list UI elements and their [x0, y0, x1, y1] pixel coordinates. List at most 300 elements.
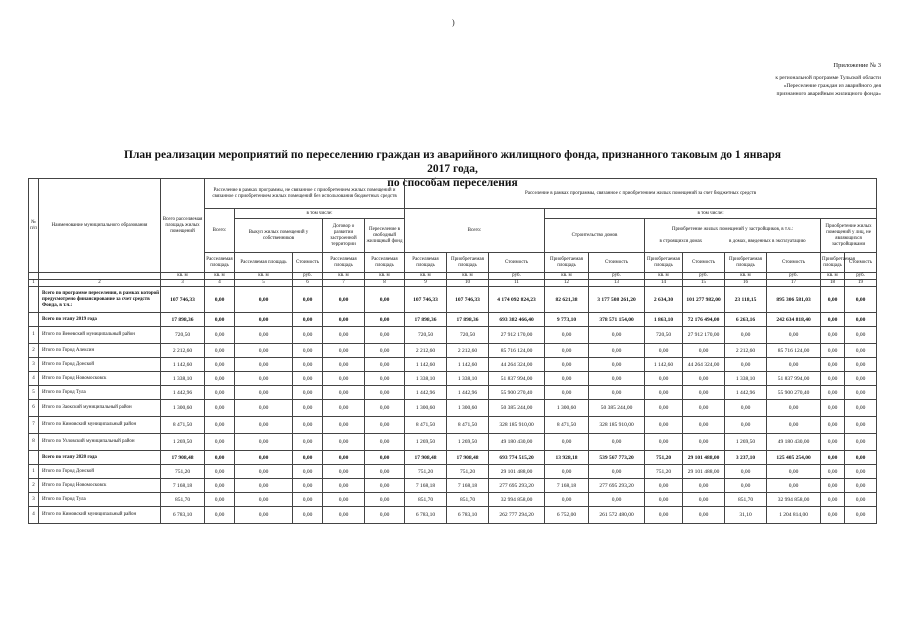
header-acquired-area: Приобретаемая площадь: [821, 253, 845, 273]
row-value: 1 142,60: [645, 358, 683, 372]
row-value: 0,00: [545, 493, 589, 507]
row-value: 0,00: [545, 386, 589, 400]
row-value: 0,00: [235, 372, 293, 386]
column-number-cell: 6: [293, 280, 323, 287]
row-value: 0,00: [365, 434, 405, 451]
row-value: 29 101 488,00: [489, 465, 545, 479]
row-value: 7 168,18: [545, 479, 589, 493]
row-name: Итого по Город Тула: [39, 386, 161, 400]
row-value: 32 994 858,00: [767, 493, 821, 507]
row-value: 0,00: [235, 327, 293, 344]
row-value: 0,00: [205, 451, 235, 465]
row-value: 0,00: [683, 493, 725, 507]
row-value: 3 237,10: [725, 451, 767, 465]
header-acquired-area: Приобретаемая площадь: [725, 253, 767, 273]
row-value: 51 837 994,00: [767, 372, 821, 386]
row-value: 0,00: [205, 493, 235, 507]
header-in-that-number: в том числе:: [235, 209, 405, 219]
column-number-cell: 19: [845, 280, 877, 287]
unit-cell: кв. м: [725, 273, 767, 280]
row-value: 0,00: [365, 287, 405, 313]
column-number-cell: 5: [235, 280, 293, 287]
header-construction: Строительство домов: [545, 219, 645, 253]
row-value: 0,00: [645, 386, 683, 400]
header-resettled-area: Расселяемая площадь: [235, 253, 293, 273]
row-value: 0,00: [645, 493, 683, 507]
row-value: 0,00: [235, 479, 293, 493]
row-value: 0,00: [365, 507, 405, 524]
table-row: [29, 465, 877, 479]
row-value: 0,00: [683, 372, 725, 386]
appendix-line: к региональной программе Тульской области: [775, 75, 881, 81]
row-value: 0,00: [589, 358, 645, 372]
row-value: 7 168,18: [447, 479, 489, 493]
row-value: 7 168,18: [405, 479, 447, 493]
row-value: 0,00: [235, 313, 293, 327]
row-number: [29, 287, 39, 313]
row-value: 1 142,60: [405, 358, 447, 372]
row-value: 31,10: [725, 507, 767, 524]
row-value: 0,00: [645, 417, 683, 434]
row-value: 0,00: [205, 327, 235, 344]
row-value: 1 269,50: [725, 434, 767, 451]
row-value: 2 212,60: [405, 344, 447, 358]
row-number: 7: [29, 417, 39, 434]
unit-cell: кв. м: [205, 273, 235, 280]
row-value: 0,00: [821, 327, 845, 344]
row-value: 0,00: [821, 465, 845, 479]
row-value: 0,00: [821, 372, 845, 386]
row-value: 8 471,50: [447, 417, 489, 434]
row-value: 0,00: [323, 372, 365, 386]
row-name: Всего по этапу 2020 года: [39, 451, 161, 465]
row-value: 8 471,50: [545, 417, 589, 434]
row-value: 0,00: [845, 493, 877, 507]
row-value: 0,00: [845, 313, 877, 327]
row-value: 0,00: [845, 287, 877, 313]
row-value: 0,00: [545, 434, 589, 451]
header-cost: Стоимость: [845, 253, 877, 273]
column-number-cell: 11: [489, 280, 545, 287]
row-value: 0,00: [725, 465, 767, 479]
header-total-b: Всего:: [405, 209, 545, 253]
row-value: 0,00: [323, 313, 365, 327]
row-value: 2 212,60: [725, 344, 767, 358]
row-value: 107 746,33: [405, 287, 447, 313]
row-value: 0,00: [767, 358, 821, 372]
row-value: 29 101 488,00: [683, 465, 725, 479]
row-value: 0,00: [293, 358, 323, 372]
row-number: 3: [29, 358, 39, 372]
row-value: 0,00: [365, 386, 405, 400]
header-commissioned: в домах, введенных в эксплуатацию: [729, 238, 806, 244]
row-value: 0,00: [845, 327, 877, 344]
row-value: 0,00: [365, 313, 405, 327]
header-acquired-area: Приобретаемая площадь: [447, 253, 489, 273]
row-value: 0,00: [845, 465, 877, 479]
row-value: 0,00: [323, 434, 365, 451]
row-value: 851,70: [161, 493, 205, 507]
row-value: 107 746,33: [447, 287, 489, 313]
row-value: 0,00: [205, 313, 235, 327]
row-name: Итого по Город Донской: [39, 358, 161, 372]
row-value: 49 180 430,00: [489, 434, 545, 451]
unit-cell: руб.: [293, 273, 323, 280]
row-value: 720,50: [447, 327, 489, 344]
row-value: 29 101 488,00: [683, 451, 725, 465]
table-row: [29, 327, 877, 344]
row-value: 0,00: [293, 479, 323, 493]
row-value: 6 263,16: [725, 313, 767, 327]
row-value: 0,00: [323, 287, 365, 313]
table-row: [29, 400, 877, 417]
row-value: 0,00: [845, 386, 877, 400]
unit-cell: кв. м: [645, 273, 683, 280]
row-value: 1 300,60: [405, 400, 447, 417]
row-name: Всего по программе переселения, в рамках которой предусмотрено финансирование за счет средств Фонда, в т.ч.:: [39, 287, 161, 313]
row-number: 4: [29, 372, 39, 386]
header-purchase-others: Приобретение жилых помещений у лиц, не являющихся застройщиками: [821, 219, 877, 253]
row-value: 0,00: [293, 344, 323, 358]
row-value: 0,00: [821, 400, 845, 417]
title-line-1: План реализации мероприятий по переселению граждан из аварийного жилищного фонда, признанного таковым до 1 января 2017 года,: [124, 149, 781, 175]
header-cost: Стоимость: [767, 253, 821, 273]
row-value: 0,00: [645, 479, 683, 493]
row-value: 0,00: [235, 434, 293, 451]
row-value: 0,00: [323, 465, 365, 479]
row-value: 0,00: [293, 400, 323, 417]
table-row: [29, 417, 877, 434]
row-value: 0,00: [645, 372, 683, 386]
header-cost: Стоимость: [293, 253, 323, 273]
row-value: 0,00: [545, 327, 589, 344]
row-number: 1: [29, 327, 39, 344]
unit-cell-empty: [39, 273, 161, 280]
row-value: 7 168,18: [161, 479, 205, 493]
row-value: 0,00: [821, 451, 845, 465]
unit-cell: кв. м: [405, 273, 447, 280]
unit-cell: руб.: [845, 273, 877, 280]
row-value: 0,00: [205, 507, 235, 524]
row-value: 0,00: [683, 386, 725, 400]
row-value: 6 783,10: [161, 507, 205, 524]
row-value: 101 277 982,00: [683, 287, 725, 313]
row-value: 0,00: [323, 327, 365, 344]
row-value: 0,00: [235, 451, 293, 465]
row-value: 0,00: [293, 434, 323, 451]
row-value: 0,00: [293, 313, 323, 327]
row-value: 0,00: [767, 327, 821, 344]
row-value: 0,00: [821, 287, 845, 313]
row-value: 0,00: [589, 493, 645, 507]
row-value: 27 912 170,00: [489, 327, 545, 344]
header-acquired-area: Приобретаемая площадь: [545, 253, 589, 273]
row-value: 0,00: [767, 479, 821, 493]
row-value: 378 571 154,00: [589, 313, 645, 327]
row-value: 0,00: [683, 507, 725, 524]
header-resettled-area: Расселяемая площадь: [205, 253, 235, 273]
row-value: 720,50: [405, 327, 447, 344]
row-value: 2 212,60: [161, 344, 205, 358]
row-value: 3 177 508 261,20: [589, 287, 645, 313]
row-number: [29, 313, 39, 327]
row-value: 1 269,50: [405, 434, 447, 451]
row-name: Итого по Город Новомосковск: [39, 479, 161, 493]
unit-cell: кв. м: [235, 273, 293, 280]
column-number-cell: 3: [161, 280, 205, 287]
header-cost: Стоимость: [489, 253, 545, 273]
row-value: 1 269,50: [161, 434, 205, 451]
column-number-cell: 10: [447, 280, 489, 287]
header-resettled-area: Расселяемая площадь: [365, 253, 405, 273]
row-value: 13 928,18: [545, 451, 589, 465]
row-name: Итого по Город Новомосковск: [39, 372, 161, 386]
row-value: 851,70: [405, 493, 447, 507]
row-value: 0,00: [845, 372, 877, 386]
row-value: 0,00: [205, 287, 235, 313]
row-name: Всего по этапу 2019 года: [39, 313, 161, 327]
header-total-area: Всего расселяемая площадь жилых помещений: [161, 179, 205, 273]
row-value: 0,00: [589, 465, 645, 479]
row-value: 0,00: [235, 344, 293, 358]
row-value: 0,00: [293, 327, 323, 344]
row-value: 32 994 858,00: [489, 493, 545, 507]
row-value: 0,00: [293, 386, 323, 400]
row-number: [29, 451, 39, 465]
row-value: 0,00: [821, 493, 845, 507]
row-value: 328 185 910,00: [589, 417, 645, 434]
row-value: 2 634,30: [645, 287, 683, 313]
row-number: 4: [29, 507, 39, 524]
table-row: [29, 434, 877, 451]
table-row: [29, 287, 877, 313]
header-in-that-number-b: в том числе:: [545, 209, 877, 219]
row-name: Итого по Узловский муниципальный район: [39, 434, 161, 451]
row-value: 0,00: [235, 493, 293, 507]
row-value: 50 385 244,00: [489, 400, 545, 417]
column-number-cell: 15: [683, 280, 725, 287]
row-name: Итого по Кимовский муниципальный район: [39, 417, 161, 434]
row-value: 0,00: [205, 400, 235, 417]
row-value: 0,00: [683, 400, 725, 417]
row-value: 0,00: [205, 372, 235, 386]
unit-cell: руб.: [589, 273, 645, 280]
column-number-cell: 17: [767, 280, 821, 287]
row-value: 0,00: [821, 358, 845, 372]
header-num: № п/п: [29, 179, 39, 273]
column-number-cell: 4: [205, 280, 235, 287]
row-value: 107 746,33: [161, 287, 205, 313]
row-value: 0,00: [725, 417, 767, 434]
row-value: 0,00: [845, 451, 877, 465]
row-value: 751,20: [645, 465, 683, 479]
column-number-cell: 9: [405, 280, 447, 287]
appendix-line: «Переселение граждан из аварийного дея: [783, 83, 881, 89]
row-value: 1 442,96: [405, 386, 447, 400]
row-value: 0,00: [235, 386, 293, 400]
row-value: 1 300,60: [545, 400, 589, 417]
row-value: 277 695 293,20: [589, 479, 645, 493]
row-value: 0,00: [821, 344, 845, 358]
table-row: [29, 372, 877, 386]
row-value: 0,00: [293, 493, 323, 507]
row-value: 0,00: [323, 386, 365, 400]
row-value: 1 300,60: [161, 400, 205, 417]
row-value: 0,00: [845, 479, 877, 493]
row-value: 1 442,96: [161, 386, 205, 400]
row-value: 0,00: [205, 417, 235, 434]
row-name: Итого по Город Алексин: [39, 344, 161, 358]
row-value: 0,00: [683, 479, 725, 493]
row-value: 23 118,15: [725, 287, 767, 313]
row-value: 0,00: [767, 465, 821, 479]
row-value: 0,00: [589, 386, 645, 400]
row-value: 0,00: [205, 465, 235, 479]
row-value: 0,00: [545, 372, 589, 386]
row-value: 751,20: [161, 465, 205, 479]
row-value: 0,00: [589, 434, 645, 451]
row-value: 125 405 254,00: [767, 451, 821, 465]
row-value: 51 837 994,00: [489, 372, 545, 386]
row-name: Итого по Заокский муниципальный район: [39, 400, 161, 417]
row-number: 6: [29, 400, 39, 417]
row-value: 751,20: [447, 465, 489, 479]
row-value: 0,00: [545, 344, 589, 358]
row-value: 72 176 494,00: [683, 313, 725, 327]
row-value: 0,00: [365, 372, 405, 386]
row-value: 0,00: [589, 344, 645, 358]
row-value: 0,00: [365, 344, 405, 358]
unit-cell: кв. м: [323, 273, 365, 280]
row-value: 0,00: [323, 400, 365, 417]
row-value: 751,20: [645, 451, 683, 465]
row-value: 693 382 466,40: [489, 313, 545, 327]
column-number-cell: 7: [323, 280, 365, 287]
row-value: 0,00: [365, 451, 405, 465]
row-value: 6 752,00: [545, 507, 589, 524]
row-value: 4 174 092 824,23: [489, 287, 545, 313]
row-value: 0,00: [293, 465, 323, 479]
table-row: [29, 479, 877, 493]
title-line-2: по способам переселения: [387, 177, 518, 189]
row-value: 0,00: [323, 507, 365, 524]
table-row: [29, 313, 877, 327]
row-value: 0,00: [323, 493, 365, 507]
row-name: Итого по Веневский муниципальный район: [39, 327, 161, 344]
appendix-label: Приложение № 3: [833, 62, 881, 69]
unit-cell: руб.: [683, 273, 725, 280]
row-value: 0,00: [683, 344, 725, 358]
header-acquired-area: Приобретаемая площадь: [645, 253, 683, 273]
row-value: 261 572 480,00: [589, 507, 645, 524]
row-value: 328 185 910,00: [489, 417, 545, 434]
row-value: 751,20: [405, 465, 447, 479]
header-resettled-area: Расселяемая площадь: [405, 253, 447, 273]
row-value: 0,00: [235, 465, 293, 479]
column-number-cell: 16: [725, 280, 767, 287]
row-value: 1 142,60: [447, 358, 489, 372]
row-value: 1 300,60: [447, 400, 489, 417]
unit-cell: кв. м: [161, 273, 205, 280]
row-value: 0,00: [821, 386, 845, 400]
stray-mark: ): [452, 18, 455, 27]
row-value: 895 306 581,03: [767, 287, 821, 313]
row-value: 6 783,10: [447, 507, 489, 524]
column-number-cell: 2: [39, 280, 161, 287]
row-name: Итого по Кимовский муниципальный район: [39, 507, 161, 524]
unit-cell-empty: [29, 273, 39, 280]
row-value: 0,00: [845, 344, 877, 358]
row-value: 2 212,60: [447, 344, 489, 358]
table-row: [29, 451, 877, 465]
row-value: 0,00: [683, 434, 725, 451]
row-value: 0,00: [235, 507, 293, 524]
row-value: 0,00: [683, 417, 725, 434]
row-value: 0,00: [323, 344, 365, 358]
row-value: 55 900 270,40: [489, 386, 545, 400]
row-value: 0,00: [845, 358, 877, 372]
row-value: 0,00: [293, 417, 323, 434]
header-under-construction: в строящихся домах: [659, 238, 703, 244]
row-value: 82 621,38: [545, 287, 589, 313]
appendix-line: признанного аварийным жилищного фонда»: [776, 91, 881, 97]
header-name: Наименование муниципального образования: [39, 179, 161, 273]
row-number: 8: [29, 434, 39, 451]
row-value: 0,00: [365, 465, 405, 479]
row-number: 5: [29, 386, 39, 400]
row-value: 277 695 293,20: [489, 479, 545, 493]
row-value: 262 777 294,20: [489, 507, 545, 524]
column-number-cell: 1: [29, 280, 39, 287]
row-value: 1 442,96: [725, 386, 767, 400]
row-value: 85 716 124,00: [767, 344, 821, 358]
row-number: 3: [29, 493, 39, 507]
row-value: 0,00: [365, 400, 405, 417]
row-value: 0,00: [323, 451, 365, 465]
appendix-subtitle: [691, 74, 881, 98]
row-value: 0,00: [725, 327, 767, 344]
row-value: 0,00: [365, 327, 405, 344]
row-value: 17 898,36: [405, 313, 447, 327]
table-row: [29, 386, 877, 400]
row-value: 0,00: [845, 507, 877, 524]
row-value: 1 142,60: [161, 358, 205, 372]
row-value: 17 908,48: [447, 451, 489, 465]
row-value: 1 204 814,00: [767, 507, 821, 524]
row-value: 1 269,50: [447, 434, 489, 451]
row-value: 0,00: [323, 417, 365, 434]
row-value: 1 338,10: [725, 372, 767, 386]
row-value: 0,00: [205, 344, 235, 358]
header-cost: Стоимость: [683, 253, 725, 273]
row-value: 693 774 515,20: [489, 451, 545, 465]
header-total-a: Всего:: [205, 209, 235, 253]
row-name: Итого по Город Донской: [39, 465, 161, 479]
row-value: 0,00: [293, 372, 323, 386]
header-purchase-developers-label: Приобретение жилых помещений у застройщиков, в т.ч.:: [671, 226, 794, 232]
row-value: 242 634 818,40: [767, 313, 821, 327]
row-value: 0,00: [205, 386, 235, 400]
row-value: 0,00: [845, 417, 877, 434]
row-value: 0,00: [725, 358, 767, 372]
row-name: Итого по Город Тула: [39, 493, 161, 507]
row-value: 0,00: [235, 287, 293, 313]
row-value: 0,00: [293, 287, 323, 313]
header-buyout: Выкуп жилых помещений у собственников: [235, 219, 323, 253]
row-value: 17 908,48: [161, 451, 205, 465]
header-free-fund: Переселение в свободный жилищный фонд: [365, 219, 405, 253]
row-value: 0,00: [235, 400, 293, 417]
